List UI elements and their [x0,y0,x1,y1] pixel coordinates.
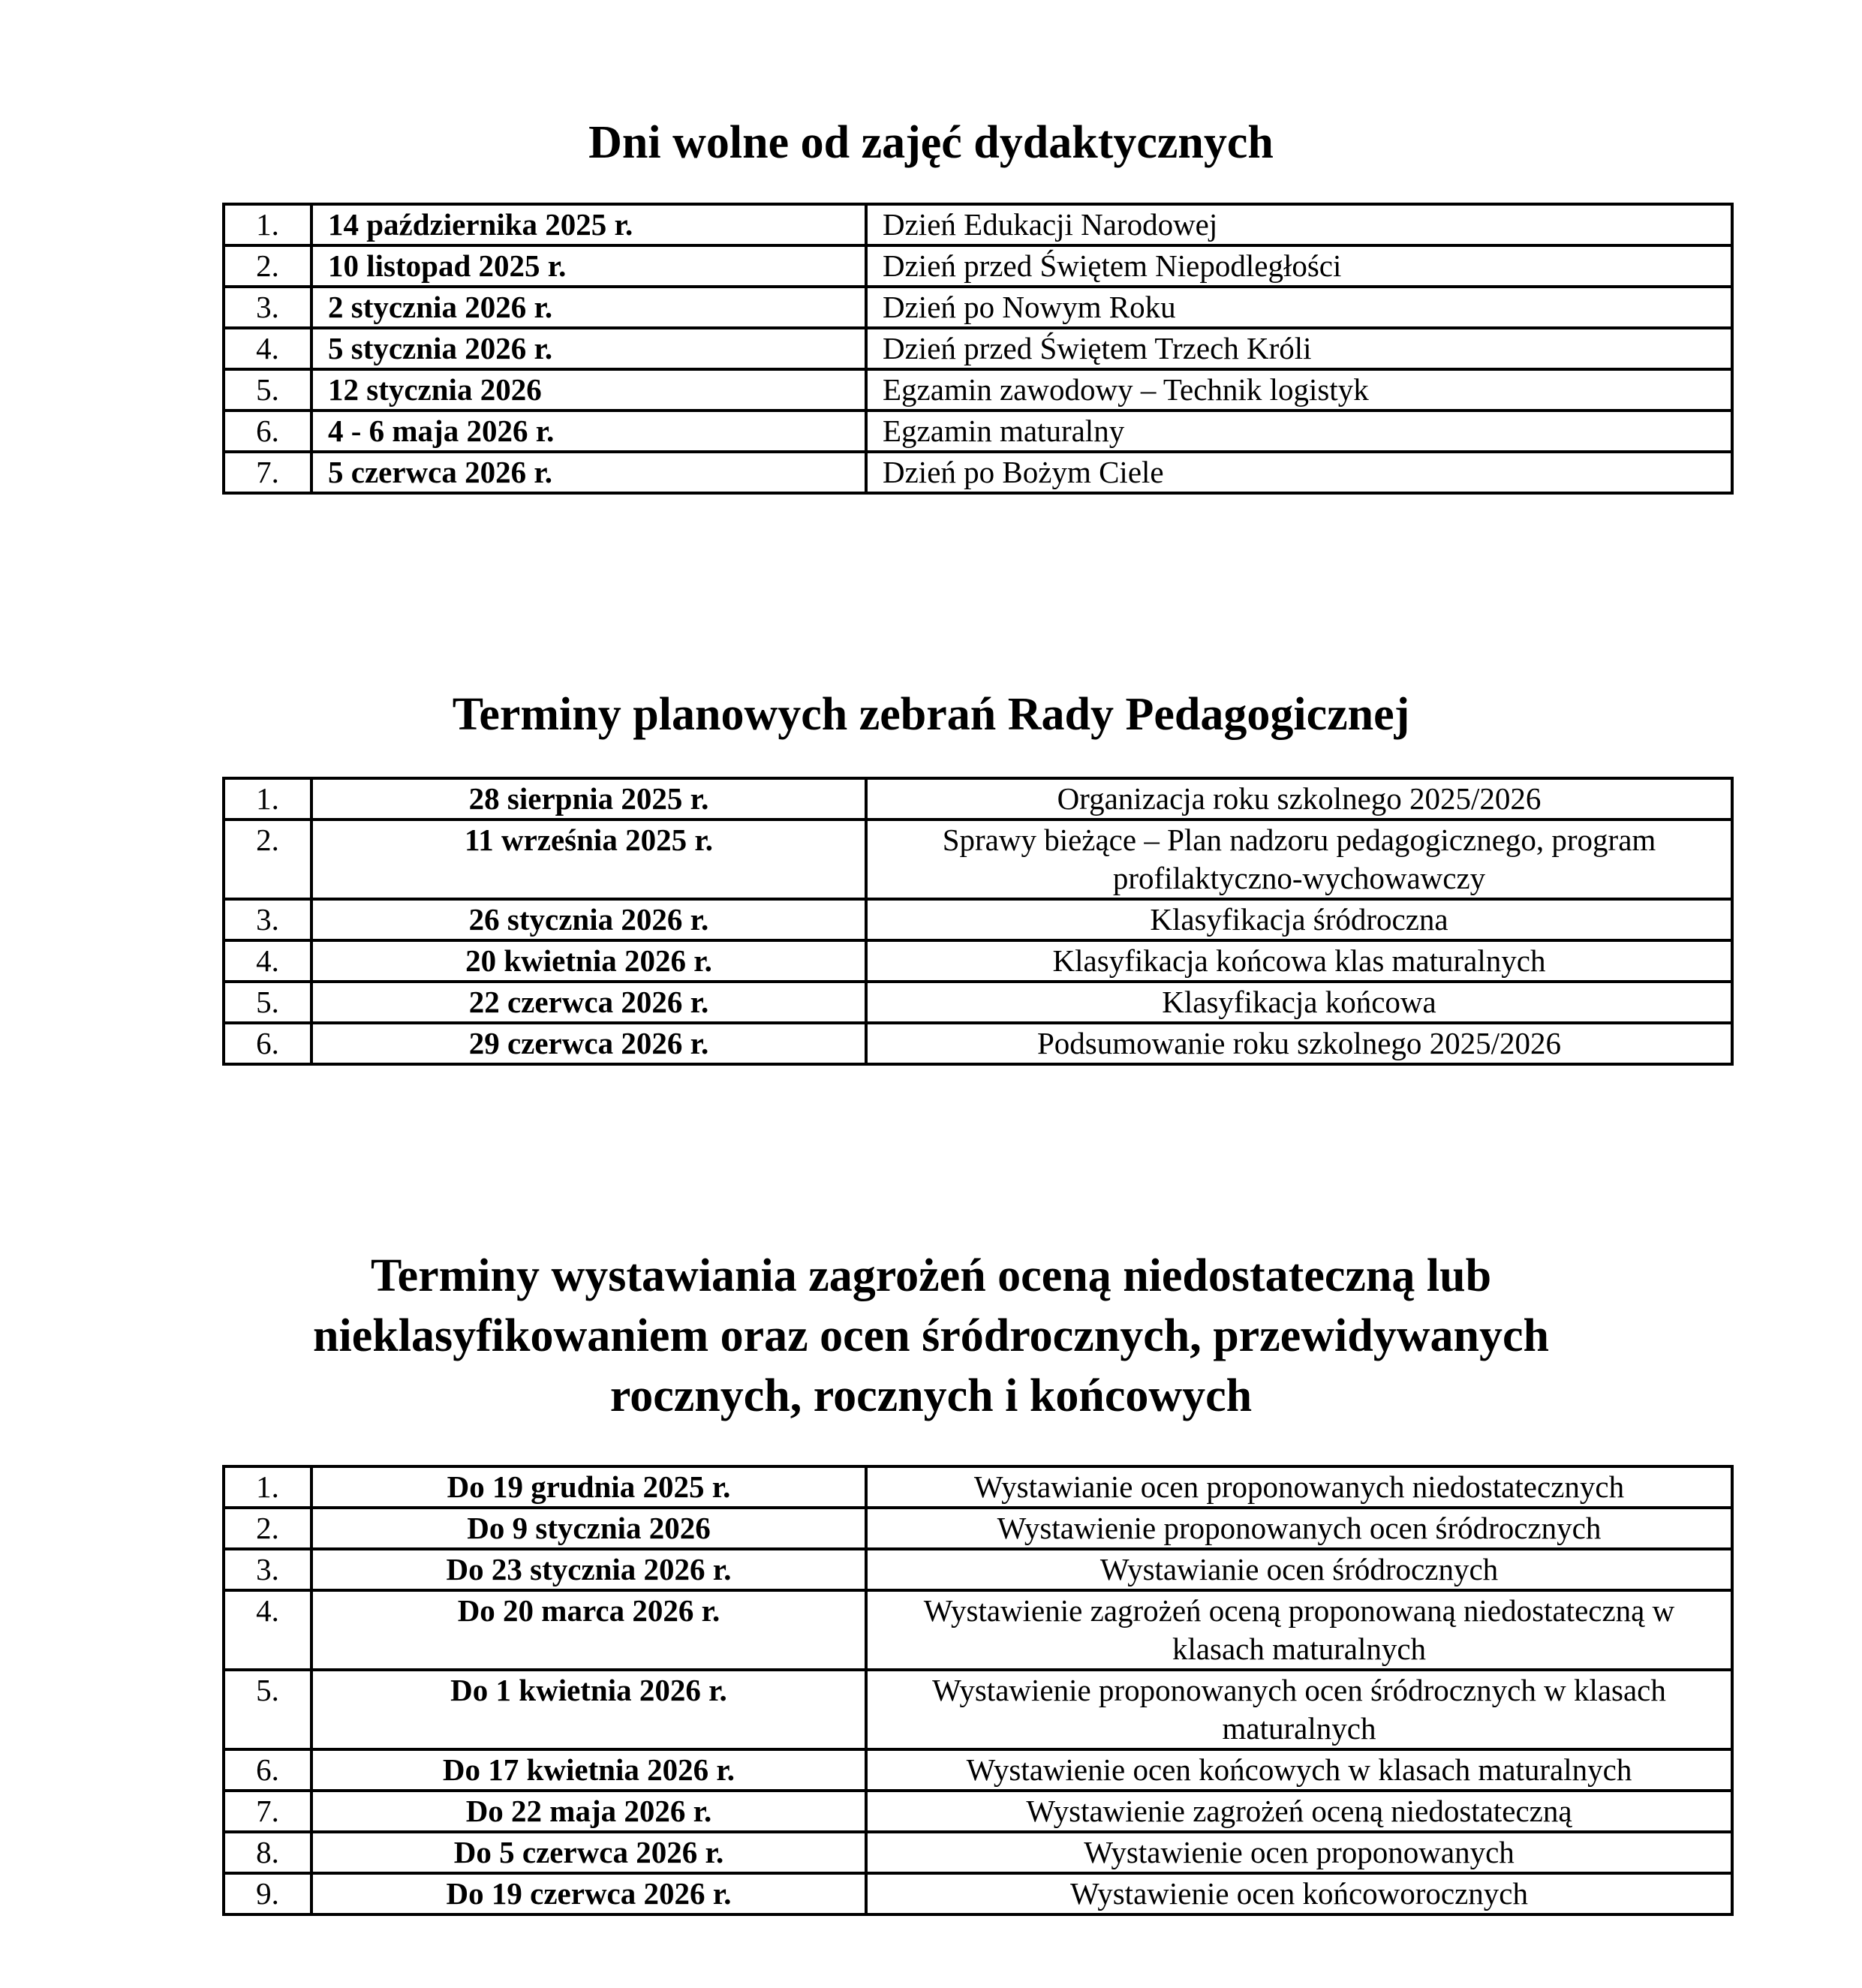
table-row [224,328,1732,369]
row-number: 2. [224,245,311,287]
row-description: Klasyfikacja końcowa klas maturalnych [866,940,1732,982]
row-number: 1. [224,778,311,820]
row-number: 5. [224,982,311,1023]
row-number: 3. [224,287,311,328]
table-row [224,1873,1732,1914]
row-date: Do 1 kwietnia 2026 r. [311,1670,866,1749]
row-date: 29 czerwca 2026 r. [311,1023,866,1064]
row-date: 20 kwietnia 2026 r. [311,940,866,982]
row-description: Wystawienie ocen końcoworocznych [866,1873,1732,1914]
row-number: 6. [224,1023,311,1064]
row-description: Wystawienie zagrożeń oceną proponowaną niedostateczną w klasach maturalnych [866,1590,1732,1670]
row-number: 7. [224,1791,311,1832]
days-off-table [222,203,1734,495]
section-title-grading-deadlines [0,1246,1862,1426]
row-description: Egzamin zawodowy – Technik logistyk [866,369,1732,411]
row-date: 12 stycznia 2026 [311,369,866,411]
row-date: Do 19 czerwca 2026 r. [311,1873,866,1914]
council-meetings-table [222,777,1734,1066]
table-row [224,1549,1732,1590]
row-date: Do 17 kwietnia 2026 r. [311,1749,866,1791]
row-date: 11 września 2025 r. [311,820,866,899]
row-date: Do 20 marca 2026 r. [311,1590,866,1670]
table-row [224,287,1732,328]
section-title-days-off: Dni wolne od zajęć dydaktycznych [588,117,1274,168]
row-number: 5. [224,369,311,411]
row-date: Do 19 grudnia 2025 r. [311,1466,866,1508]
row-date: 5 stycznia 2026 r. [311,328,866,369]
title-line: rocznych, rocznych i końcowych [609,1370,1253,1421]
table-row [224,1832,1732,1873]
row-description: Wystawienie zagrożeń oceną niedostateczną [866,1791,1732,1832]
row-date: Do 9 stycznia 2026 [311,1508,866,1549]
row-description: Klasyfikacja końcowa [866,982,1732,1023]
row-description: Wystawianie ocen proponowanych niedostatecznych [866,1466,1732,1508]
table-row [224,411,1732,452]
row-number: 7. [224,452,311,493]
row-number: 4. [224,940,311,982]
row-number: 4. [224,1590,311,1670]
row-date: Do 5 czerwca 2026 r. [311,1832,866,1873]
row-description: Wystawienie proponowanych ocen śródrocznych w klasach maturalnych [866,1670,1732,1749]
row-number: 3. [224,1549,311,1590]
row-description: Sprawy bieżące – Plan nadzoru pedagogicznego, program profilaktyczno-wychowawczy [866,820,1732,899]
row-description: Klasyfikacja śródroczna [866,899,1732,940]
row-number: 2. [224,1508,311,1549]
table-row [224,1791,1732,1832]
row-number: 2. [224,820,311,899]
table-row [224,899,1732,940]
row-number: 3. [224,899,311,940]
table-row [224,1466,1732,1508]
row-description: Podsumowanie roku szkolnego 2025/2026 [866,1023,1732,1064]
row-number: 1. [224,204,311,245]
row-date: 22 czerwca 2026 r. [311,982,866,1023]
table-row [224,778,1732,820]
row-date: Do 23 stycznia 2026 r. [311,1549,866,1590]
table-row [224,369,1732,411]
row-date: 28 sierpnia 2025 r. [311,778,866,820]
table-row [224,1023,1732,1064]
table-row [224,982,1732,1023]
row-date: 10 listopad 2025 r. [311,245,866,287]
row-description: Wystawienie proponowanych ocen śródrocznych [866,1508,1732,1549]
row-description: Wystawianie ocen śródrocznych [866,1549,1732,1590]
table-row [224,1590,1732,1670]
row-description: Dzień przed Świętem Trzech Króli [866,328,1732,369]
row-number: 6. [224,411,311,452]
title-line: Terminy wystawiania zagrożeń oceną niedostateczną lub [370,1250,1492,1301]
row-number: 5. [224,1670,311,1749]
row-description: Dzień przed Świętem Niepodległości [866,245,1732,287]
row-description: Dzień po Nowym Roku [866,287,1732,328]
table-row [224,1749,1732,1791]
table-row [224,940,1732,982]
table-row [224,245,1732,287]
row-description: Wystawienie ocen proponowanych [866,1832,1732,1873]
row-date: 5 czerwca 2026 r. [311,452,866,493]
row-number: 4. [224,328,311,369]
row-date: 26 stycznia 2026 r. [311,899,866,940]
row-description: Dzień po Bożym Ciele [866,452,1732,493]
row-number: 6. [224,1749,311,1791]
row-description: Egzamin maturalny [866,411,1732,452]
table-row [224,820,1732,899]
grading-deadlines-table [222,1465,1734,1916]
table-row [224,204,1732,245]
row-description: Dzień Edukacji Narodowej [866,204,1732,245]
row-date: 14 października 2025 r. [311,204,866,245]
section-title-council-meetings: Terminy planowych zebrań Rady Pedagogicznej [452,689,1410,740]
table-row [224,452,1732,493]
table-row [224,1670,1732,1749]
row-description: Organizacja roku szkolnego 2025/2026 [866,778,1732,820]
row-number: 1. [224,1466,311,1508]
table-row [224,1508,1732,1549]
row-date: Do 22 maja 2026 r. [311,1791,866,1832]
row-number: 8. [224,1832,311,1873]
row-number: 9. [224,1873,311,1914]
row-description: Wystawienie ocen końcowych w klasach maturalnych [866,1749,1732,1791]
title-line: nieklasyfikowaniem oraz ocen śródrocznych, przewidywanych [313,1310,1549,1361]
row-date: 2 stycznia 2026 r. [311,287,866,328]
row-date: 4 - 6 maja 2026 r. [311,411,866,452]
